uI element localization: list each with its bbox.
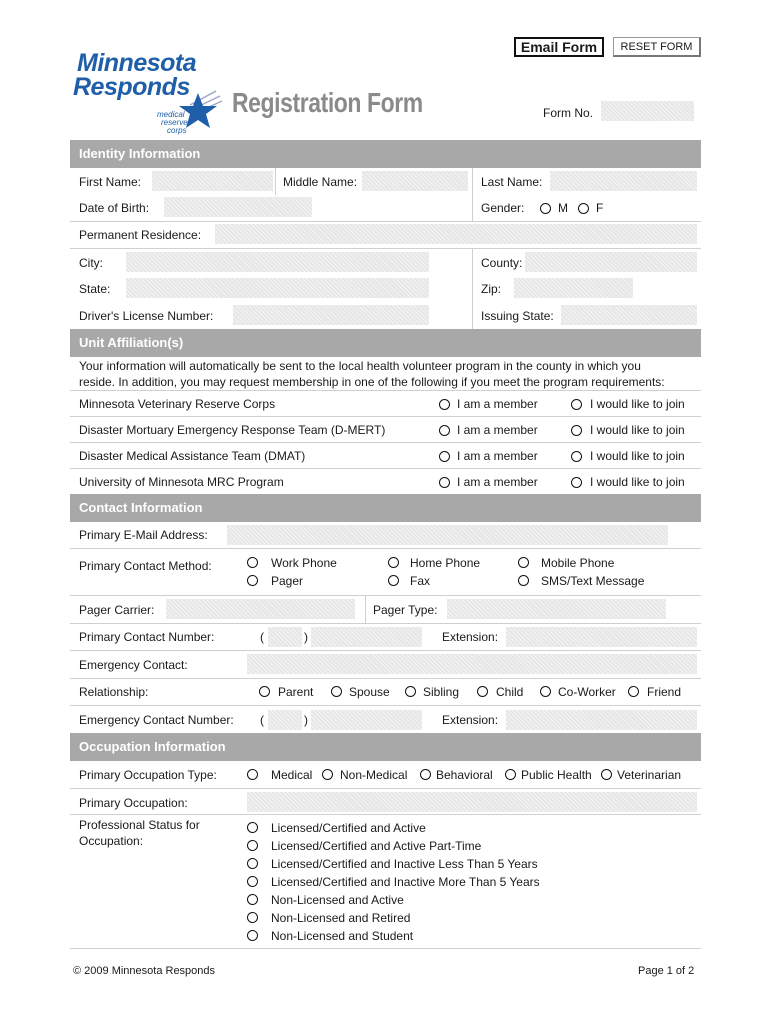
logo-text-responds: Responds [73, 73, 190, 101]
last-name-label: Last Name: [481, 175, 543, 189]
primary-area-code-field[interactable] [268, 627, 302, 647]
home-phone-radio[interactable] [388, 557, 399, 568]
co-worker-label: Co-Worker [558, 685, 616, 699]
emergency-contact-label: Emergency Contact: [79, 658, 188, 672]
emergency-number-field[interactable] [311, 710, 422, 730]
date-of-birth-label: Date of Birth: [79, 201, 150, 215]
first-name-field[interactable] [152, 171, 273, 191]
emergency-contact-field[interactable] [247, 654, 697, 674]
reset-form-label: RESET FORM [620, 41, 693, 53]
pager-label: Pager [271, 574, 304, 588]
pager-carrier-field[interactable] [166, 599, 355, 619]
public-health-label: Public Health [521, 768, 592, 782]
divider [70, 548, 701, 549]
medical-label: Medical [271, 768, 313, 782]
issuing-state-label: Issuing State: [481, 309, 554, 323]
member-label: I am a member [457, 423, 538, 437]
join-radio[interactable] [571, 425, 582, 436]
parent-radio[interactable] [259, 686, 270, 697]
status-label: Non-Licensed and Retired [271, 911, 411, 925]
divider [472, 168, 473, 222]
identity-heading: Identity Information [79, 146, 201, 161]
divider [70, 650, 701, 651]
primary-occupation-type-label: Primary Occupation Type: [79, 768, 217, 782]
member-radio[interactable] [439, 451, 450, 462]
sibling-radio[interactable] [405, 686, 416, 697]
status-label: Licensed/Certified and Inactive More Than 5 Years [271, 875, 540, 889]
sms-text-radio[interactable] [518, 575, 529, 586]
child-radio[interactable] [477, 686, 488, 697]
join-radio[interactable] [571, 451, 582, 462]
fax-radio[interactable] [388, 575, 399, 586]
divider [70, 416, 701, 417]
program-label: Disaster Mortuary Emergency Response Team (D-MERT) [79, 423, 386, 437]
logo-text-reserve: reserve [161, 118, 188, 127]
mobile-phone-label: Mobile Phone [541, 556, 615, 570]
pager-radio[interactable] [247, 575, 258, 586]
identity-section-header [70, 140, 701, 168]
work-phone-label: Work Phone [271, 556, 337, 570]
contact-heading: Contact Information [79, 500, 203, 515]
member-label: I am a member [457, 449, 538, 463]
status-radio[interactable] [247, 858, 258, 869]
divider [70, 678, 701, 679]
relationship-label: Relationship: [79, 685, 149, 699]
zip-label: Zip: [481, 282, 502, 296]
veterinarian-label: Veterinarian [617, 768, 682, 782]
reset-form-button[interactable] [613, 37, 701, 57]
first-name-label: First Name: [79, 175, 142, 189]
divider [70, 948, 701, 949]
gender-f-label: F [596, 201, 604, 215]
status-radio[interactable] [247, 822, 258, 833]
occupation-heading: Occupation Information [79, 739, 226, 754]
status-label: Licensed/Certified and Active [271, 821, 426, 835]
member-radio[interactable] [439, 425, 450, 436]
join-label: I would like to join [590, 449, 685, 463]
divider [70, 595, 701, 596]
area-code-open-paren: ( [260, 713, 264, 727]
join-label: I would like to join [590, 423, 685, 437]
page-title: Registration Form [232, 87, 423, 118]
parent-label: Parent [278, 685, 314, 699]
divider [70, 248, 701, 249]
permanent-residence-label: Permanent Residence: [79, 228, 202, 242]
primary-contact-method-label: Primary Contact Method: [79, 559, 212, 573]
home-phone-label: Home Phone [410, 556, 481, 570]
status-radio[interactable] [247, 876, 258, 887]
divider [70, 814, 701, 815]
state-label: State: [79, 282, 111, 296]
friend-radio[interactable] [628, 686, 639, 697]
join-label: I would like to join [590, 397, 685, 411]
behavioral-label: Behavioral [436, 768, 493, 782]
area-code-open-paren: ( [260, 630, 264, 644]
middle-name-label: Middle Name: [283, 175, 358, 189]
status-label: Licensed/Certified and Inactive Less Than 5 Years [271, 857, 538, 871]
gender-m-label: M [558, 201, 568, 215]
emergency-extension-field[interactable] [506, 710, 697, 730]
pager-type-field[interactable] [447, 599, 666, 619]
work-phone-radio[interactable] [247, 557, 258, 568]
program-label: University of Minnesota MRC Program [79, 475, 284, 489]
primary-email-label: Primary E-Mail Address: [79, 528, 208, 542]
professional-status-label: Professional Status for [79, 818, 200, 832]
star-icon [176, 85, 226, 135]
contact-section-header [70, 494, 701, 522]
member-radio[interactable] [439, 477, 450, 488]
status-radio[interactable] [247, 840, 258, 851]
divider [70, 468, 701, 469]
join-label: I would like to join [590, 475, 685, 489]
gender-m-radio[interactable] [540, 203, 551, 214]
page-number: Page 1 of 2 [638, 965, 695, 977]
primary-extension-field[interactable] [506, 627, 697, 647]
divider [70, 390, 701, 391]
status-radio[interactable] [247, 894, 258, 905]
middle-name-field[interactable] [362, 171, 468, 191]
veterinarian-radio[interactable] [601, 769, 612, 780]
child-label: Child [496, 685, 524, 699]
gender-f-radio[interactable] [578, 203, 589, 214]
emergency-area-code-field[interactable] [268, 710, 302, 730]
sibling-label: Sibling [423, 685, 460, 699]
unit-note-line2: reside. In addition, you may request membership in one of the following if you meet the program requirements: [79, 375, 665, 389]
fax-label: Fax [410, 574, 431, 588]
status-radio[interactable] [247, 912, 258, 923]
copyright-text: © 2009 Minnesota Responds [73, 965, 216, 977]
primary-number-field[interactable] [311, 627, 422, 647]
pager-carrier-label: Pager Carrier: [79, 603, 155, 617]
medical-radio[interactable] [247, 769, 258, 780]
unit-heading: Unit Affiliation(s) [79, 335, 184, 350]
city-field[interactable] [126, 252, 429, 272]
divider [70, 221, 701, 222]
program-label: Minnesota Veterinary Reserve Corps [79, 397, 276, 411]
member-label: I am a member [457, 397, 538, 411]
status-label: Licensed/Certified and Active Part-Time [271, 839, 482, 853]
friend-label: Friend [647, 685, 682, 699]
emergency-contact-number-label: Emergency Contact Number: [79, 713, 234, 727]
drivers-license-label: Driver's License Number: [79, 309, 214, 323]
primary-occupation-label: Primary Occupation: [79, 796, 188, 810]
status-label: Non-Licensed and Active [271, 893, 404, 907]
date-of-birth-field[interactable] [164, 197, 312, 217]
zip-field[interactable] [514, 278, 633, 298]
spouse-label: Spouse [349, 685, 390, 699]
primary-contact-number-label: Primary Contact Number: [79, 630, 215, 644]
logo-text-corps: corps [167, 126, 187, 135]
area-code-close-paren: ) [304, 630, 308, 644]
last-name-field[interactable] [550, 171, 697, 191]
divider [365, 596, 366, 623]
public-health-radio[interactable] [505, 769, 516, 780]
permanent-residence-field[interactable] [215, 224, 697, 244]
divider [275, 168, 276, 195]
co-worker-radio[interactable] [540, 686, 551, 697]
primary-email-field[interactable] [227, 525, 668, 545]
area-code-close-paren: ) [304, 713, 308, 727]
divider [70, 705, 701, 706]
status-label: Non-Licensed and Student [271, 929, 414, 943]
member-label: I am a member [457, 475, 538, 489]
join-radio[interactable] [571, 399, 582, 410]
county-label: County: [481, 256, 523, 270]
professional-status-label-line2: Occupation: [79, 834, 144, 848]
form-no-field[interactable] [601, 101, 694, 121]
mobile-phone-radio[interactable] [518, 557, 529, 568]
status-radio[interactable] [247, 930, 258, 941]
state-field[interactable] [126, 278, 429, 298]
join-radio[interactable] [571, 477, 582, 488]
county-field[interactable] [525, 252, 697, 272]
behavioral-radio[interactable] [420, 769, 431, 780]
logo-text-medical: medical [157, 110, 185, 119]
email-form-label: Email Form [520, 39, 598, 55]
non-medical-label: Non-Medical [340, 768, 408, 782]
non-medical-radio[interactable] [322, 769, 333, 780]
unit-affiliation-section-header [70, 329, 701, 357]
divider [70, 442, 701, 443]
unit-note-line1: Your information will automatically be sent to the local health volunteer program in the county in which you [79, 359, 641, 373]
divider [70, 623, 701, 624]
city-label: City: [79, 256, 103, 270]
form-no-label: Form No. [543, 106, 594, 120]
extension-label: Extension: [442, 713, 499, 727]
member-radio[interactable] [439, 399, 450, 410]
primary-occupation-field[interactable] [247, 792, 697, 812]
drivers-license-field[interactable] [233, 305, 429, 325]
issuing-state-field[interactable] [561, 305, 697, 325]
pager-type-label: Pager Type: [373, 603, 438, 617]
divider [70, 788, 701, 789]
program-label: Disaster Medical Assistance Team (DMAT) [79, 449, 306, 463]
logo-text-minnesota: Minnesota [77, 49, 197, 77]
gender-label: Gender: [481, 201, 525, 215]
extension-label: Extension: [442, 630, 499, 644]
divider [472, 249, 473, 330]
occupation-section-header [70, 733, 701, 761]
email-form-button[interactable] [514, 37, 604, 57]
spouse-radio[interactable] [331, 686, 342, 697]
sms-text-label: SMS/Text Message [541, 574, 645, 588]
